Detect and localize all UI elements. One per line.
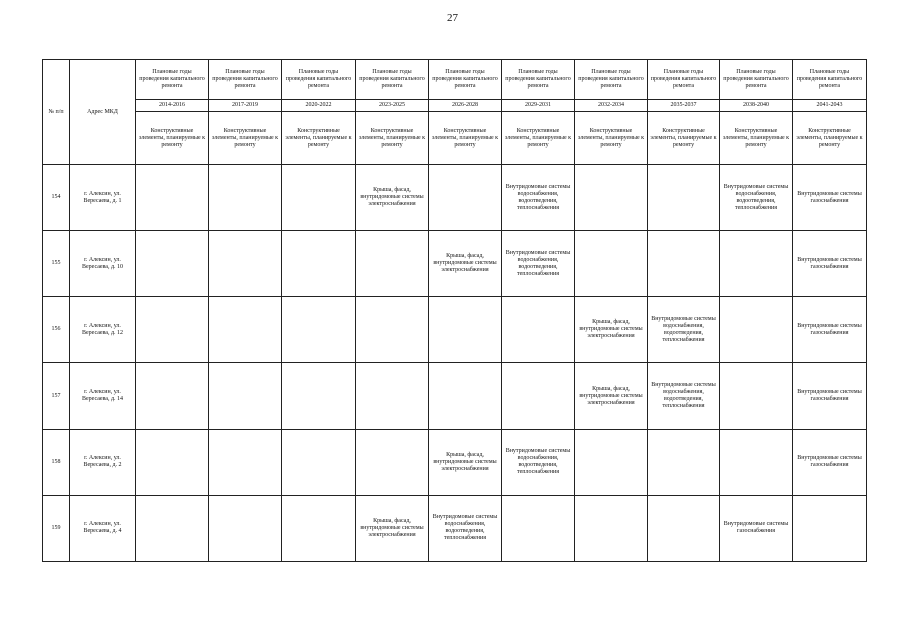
period-years: 2038-2040: [720, 100, 793, 112]
repair-cell: [502, 297, 575, 363]
period-years: 2017-2019: [209, 100, 282, 112]
repair-cell: [575, 495, 648, 561]
row-address: г. Алексин, ул. Вересаева, д. 2: [70, 429, 136, 495]
header-row-periods: [43, 60, 867, 100]
repair-cell: Внутридомовые системы газоснабжения: [793, 231, 867, 297]
repair-cell: Крыша, фасад, внутридомовые системы электроснабжения: [356, 495, 429, 561]
repair-cell: [136, 495, 209, 561]
repair-cell: Крыша, фасад, внутридомовые системы электроснабжения: [429, 231, 502, 297]
period-years: 2020-2022: [282, 100, 356, 112]
repair-cell: Внутридомовые системы водоснабжения, водоотведения, теплоснабжения: [720, 165, 793, 231]
row-number: 157: [43, 363, 70, 429]
period-caption: Плановые годы проведения капитального ремонта: [356, 60, 429, 100]
table-row: [43, 495, 867, 561]
repair-cell: [136, 363, 209, 429]
repair-cell: [356, 297, 429, 363]
capital-repair-plan-table: [42, 59, 867, 562]
repair-cell: [356, 231, 429, 297]
repair-cell: Внутридомовые системы водоснабжения, водоотведения, теплоснабжения: [502, 429, 575, 495]
repair-cell: [136, 429, 209, 495]
row-number: 154: [43, 165, 70, 231]
period-years: 2041-2043: [793, 100, 867, 112]
period-caption: Плановые годы проведения капитального ремонта: [793, 60, 867, 100]
row-number: 159: [43, 495, 70, 561]
period-caption: Плановые годы проведения капитального ремонта: [502, 60, 575, 100]
repair-cell: Внутридомовые системы газоснабжения: [793, 165, 867, 231]
row-address: г. Алексин, ул. Вересаева, д. 4: [70, 495, 136, 561]
repair-cell: [648, 231, 720, 297]
period-caption: Плановые годы проведения капитального ремонта: [648, 60, 720, 100]
repair-cell: Внутридомовые системы газоснабжения: [793, 297, 867, 363]
repair-cell: [136, 231, 209, 297]
elements-caption: Конструктивные элементы, планируемые к ремонту: [720, 112, 793, 165]
repair-cell: [209, 231, 282, 297]
page-number: 27: [447, 12, 458, 24]
repair-cell: [429, 297, 502, 363]
elements-caption: Конструктивные элементы, планируемые к ремонту: [356, 112, 429, 165]
row-address: г. Алексин, ул. Вересаева, д. 10: [70, 231, 136, 297]
row-number: 156: [43, 297, 70, 363]
elements-caption: Конструктивные элементы, планируемые к ремонту: [502, 112, 575, 165]
repair-cell: Внутридомовые системы газоснабжения: [720, 495, 793, 561]
period-years: 2035-2037: [648, 100, 720, 112]
repair-cell: [282, 429, 356, 495]
address-header: Адрес МКД: [70, 60, 136, 165]
row-address: г. Алексин, ул. Вересаева, д. 14: [70, 363, 136, 429]
table-row: [43, 429, 867, 495]
period-years: 2014-2016: [136, 100, 209, 112]
repair-cell: [356, 429, 429, 495]
repair-cell: [282, 165, 356, 231]
repair-cell: [356, 363, 429, 429]
elements-caption: Конструктивные элементы, планируемые к ремонту: [793, 112, 867, 165]
elements-caption: Конструктивные элементы, планируемые к ремонту: [575, 112, 648, 165]
repair-cell: [793, 495, 867, 561]
repair-cell: [282, 297, 356, 363]
repair-cell: [282, 363, 356, 429]
row-address: г. Алексин, ул. Вересаева, д. 1: [70, 165, 136, 231]
repair-cell: [209, 429, 282, 495]
repair-cell: Внутридомовые системы водоснабжения, водоотведения, теплоснабжения: [502, 231, 575, 297]
repair-cell: [209, 495, 282, 561]
table-row: [43, 165, 867, 231]
elements-caption: Конструктивные элементы, планируемые к ремонту: [209, 112, 282, 165]
period-caption: Плановые годы проведения капитального ремонта: [209, 60, 282, 100]
period-caption: Плановые годы проведения капитального ремонта: [282, 60, 356, 100]
repair-cell: [429, 363, 502, 429]
repair-cell: Крыша, фасад, внутридомовые системы электроснабжения: [575, 297, 648, 363]
period-caption: Плановые годы проведения капитального ремонта: [136, 60, 209, 100]
period-years: 2026-2028: [429, 100, 502, 112]
repair-cell: [648, 495, 720, 561]
header-row-elements: [43, 112, 867, 165]
table-row: [43, 297, 867, 363]
repair-cell: [720, 363, 793, 429]
row-number-header: № п/п: [43, 60, 70, 165]
repair-cell: [282, 231, 356, 297]
elements-caption: Конструктивные элементы, планируемые к ремонту: [648, 112, 720, 165]
elements-caption: Конструктивные элементы, планируемые к ремонту: [429, 112, 502, 165]
repair-cell: [720, 231, 793, 297]
repair-cell: [209, 297, 282, 363]
elements-caption: Конструктивные элементы, планируемые к ремонту: [136, 112, 209, 165]
header-row-years: [43, 100, 867, 112]
repair-cell: Внутридомовые системы водоснабжения, водоотведения, теплоснабжения: [429, 495, 502, 561]
repair-cell: [209, 165, 282, 231]
repair-cell: Крыша, фасад, внутридомовые системы электроснабжения: [429, 429, 502, 495]
repair-cell: [575, 429, 648, 495]
repair-cell: Крыша, фасад, внутридомовые системы электроснабжения: [356, 165, 429, 231]
repair-cell: [502, 363, 575, 429]
repair-cell: Крыша, фасад, внутридомовые системы электроснабжения: [575, 363, 648, 429]
table-row: [43, 363, 867, 429]
repair-cell: [136, 297, 209, 363]
period-caption: Плановые годы проведения капитального ремонта: [429, 60, 502, 100]
period-years: 2029-2031: [502, 100, 575, 112]
repair-cell: [429, 165, 502, 231]
repair-cell: [282, 495, 356, 561]
repair-cell: Внутридомовые системы газоснабжения: [793, 363, 867, 429]
period-caption: Плановые годы проведения капитального ремонта: [720, 60, 793, 100]
repair-cell: Внутридомовые системы водоснабжения, водоотведения, теплоснабжения: [648, 297, 720, 363]
repair-cell: [136, 165, 209, 231]
period-caption: Плановые годы проведения капитального ремонта: [575, 60, 648, 100]
repair-cell: [648, 429, 720, 495]
period-years: 2032-2034: [575, 100, 648, 112]
repair-cell: Внутридомовые системы водоснабжения, водоотведения, теплоснабжения: [648, 363, 720, 429]
repair-cell: [209, 363, 282, 429]
row-number: 158: [43, 429, 70, 495]
repair-cell: [575, 231, 648, 297]
repair-cell: Внутридомовые системы водоснабжения, водоотведения, теплоснабжения: [502, 165, 575, 231]
period-years: 2023-2025: [356, 100, 429, 112]
repair-cell: [720, 297, 793, 363]
elements-caption: Конструктивные элементы, планируемые к ремонту: [282, 112, 356, 165]
table-row: [43, 231, 867, 297]
row-address: г. Алексин, ул. Вересаева, д. 12: [70, 297, 136, 363]
repair-cell: Внутридомовые системы газоснабжения: [793, 429, 867, 495]
repair-cell: [575, 165, 648, 231]
repair-cell: [502, 495, 575, 561]
repair-cell: [648, 165, 720, 231]
row-number: 155: [43, 231, 70, 297]
repair-cell: [720, 429, 793, 495]
